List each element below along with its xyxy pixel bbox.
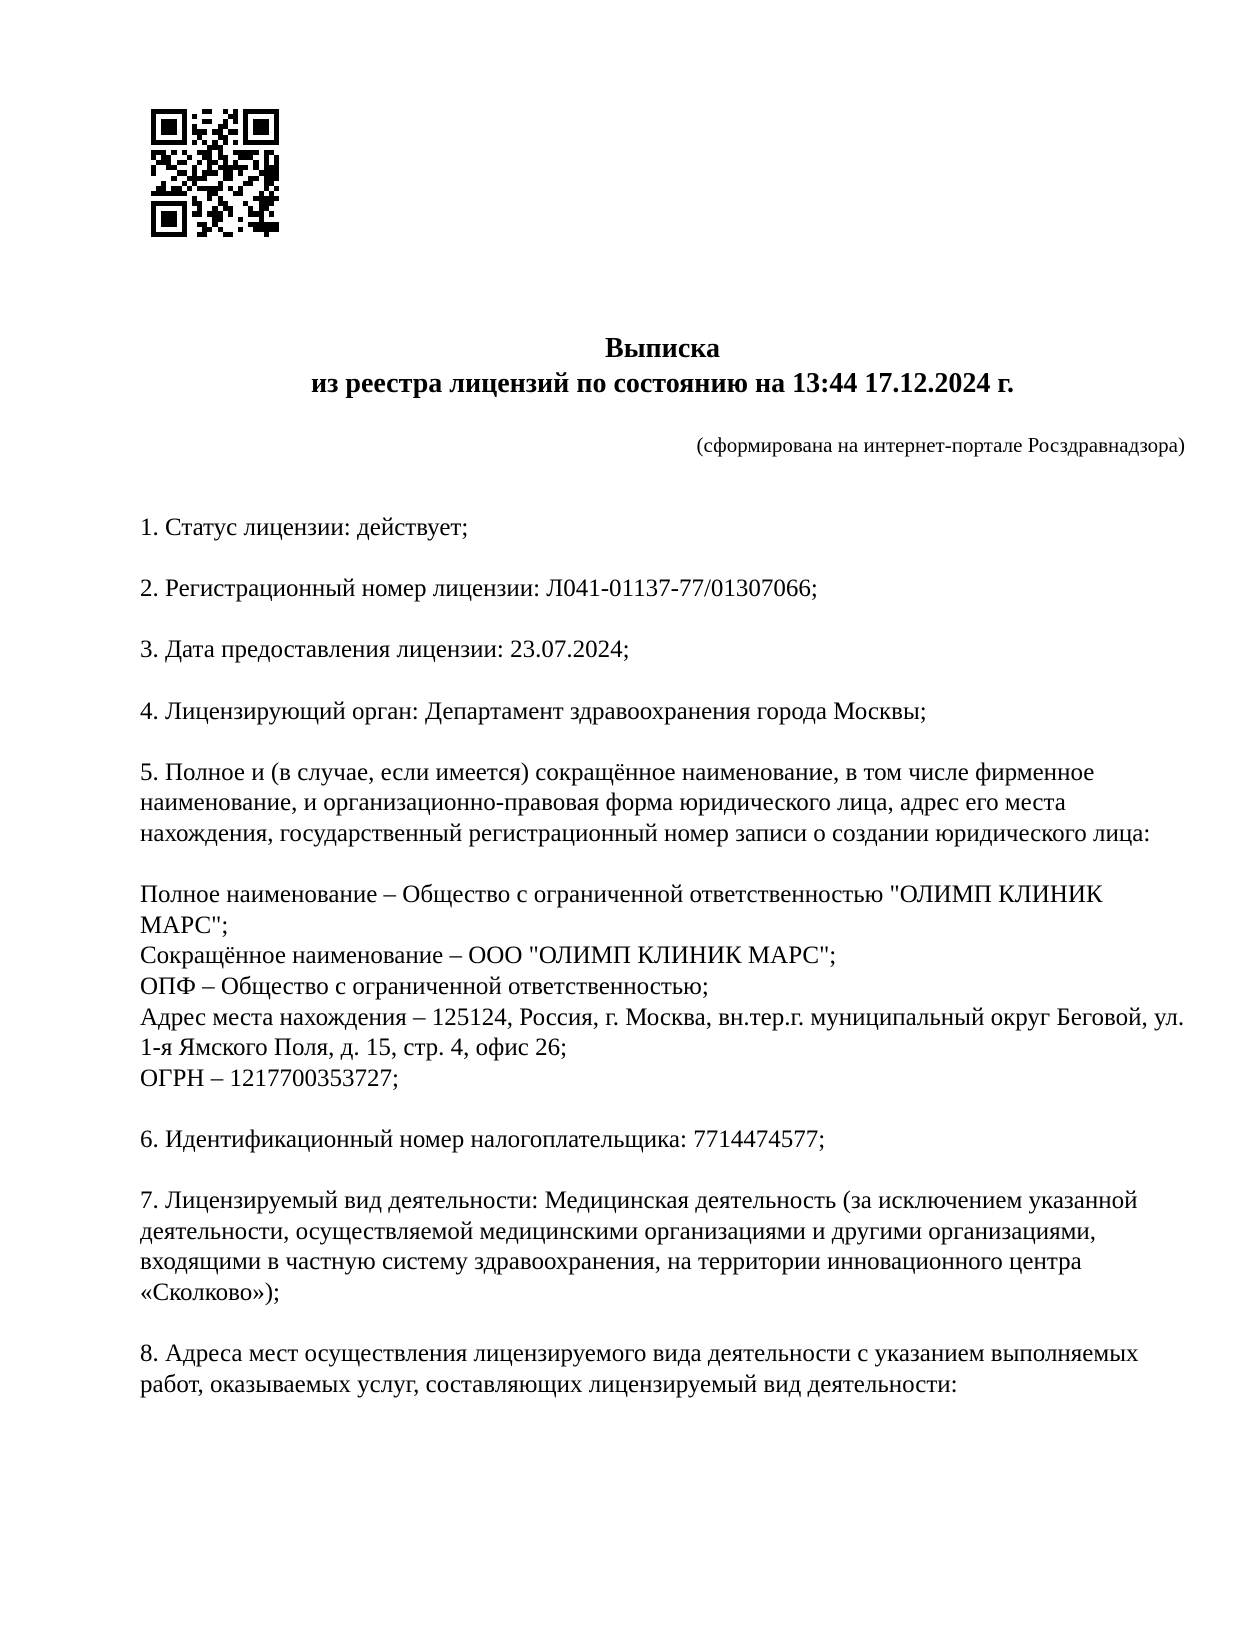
entity-name-intro: 5. Полное и (в случае, если имеется) сокращённое наименование, в том числе фирменное наименование, и организационно-правовая форма юридического лица, адрес его места нахождения, государственный регистрационный номер записи о создании юридического лица: [140, 758, 1151, 847]
license-grant-date: 3. Дата предоставления лицензии: 23.07.2024; [140, 636, 630, 664]
license-status: 1. Статус лицензии: действует; [140, 514, 469, 541]
document-content [140, 331, 1185, 1400]
entity-ogrn: ОГРН – 1217700353727; [140, 1064, 399, 1092]
document-title [140, 331, 1185, 401]
entity-address: Адрес места нахождения – 125124, Россия, г. Москва, вн.тер.г. муниципальный округ Беговой, ул. 1-я Ямского Поля, д. 15, стр. 4, офис 26; [140, 1003, 1185, 1062]
document-title-line1: Выписка [605, 333, 720, 364]
licensing-authority: 4. Лицензирующий орган: Департамент здравоохранения города Москвы; [140, 697, 927, 725]
document-body [140, 513, 1185, 1400]
entity-short-name: Сокращённое наименование – ООО "ОЛИМП КЛИНИК МАРС"; [140, 942, 837, 970]
document-title-line2: из реестра лицензий по состоянию на 13:44 17.12.2024 г. [311, 368, 1014, 399]
qr-code [151, 109, 279, 237]
taxpayer-inn: 6. Идентификационный номер налогоплательщика: 7714474577; [140, 1125, 826, 1153]
licensed-activity: 7. Лицензируемый вид деятельности: Медицинская деятельность (за исключением указанной деятельности, осуществляемой медицинскими организациями и другими организациями, входящими в частную систему здравоохранения, на территории инновационного центра «Сколково»); [140, 1187, 1138, 1306]
entity-full-name: Полное наименование – Общество с ограниченной ответственностью "ОЛИМП КЛИНИК МАРС"; [140, 881, 1103, 939]
document-subtitle: (сформирована на интернет-портале Росздравнадзора) [696, 433, 1185, 457]
entity-opf: ОПФ – Общество с ограниченной ответственностью; [140, 972, 709, 1000]
activity-addresses-intro: 8. Адреса мест осуществления лицензируемого вида деятельности с указанием выполняемых работ, оказываемых услуг, составляющих лицензируемый вид деятельности: [140, 1340, 1139, 1398]
license-reg-number: 2. Регистрационный номер лицензии: Л041-01137-77/01307066; [140, 575, 818, 603]
